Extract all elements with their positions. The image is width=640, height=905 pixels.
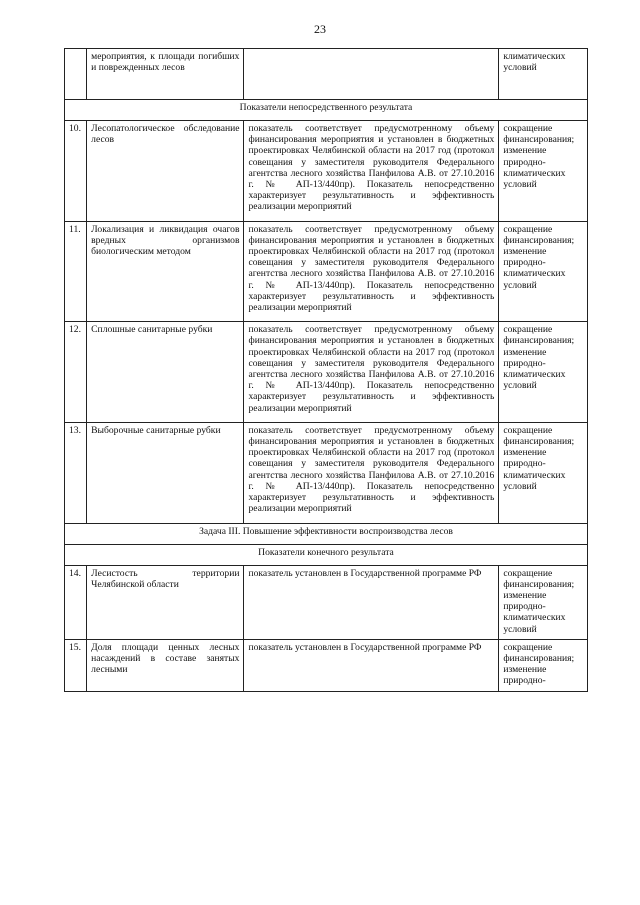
table-row bbox=[65, 639, 588, 691]
indicator-name-cell: Локализация и ликвидация очагов вредных организмов биологическим методом bbox=[87, 221, 244, 322]
table-row bbox=[65, 221, 588, 322]
indicator-name-cell: мероприятия, к площади погибших и поврежденных лесов bbox=[87, 49, 244, 100]
table-row bbox=[65, 322, 588, 423]
page-number: 23 bbox=[314, 22, 326, 36]
description-cell: показатель соответствует предусмотренному объему финансирования мероприятия и установлен в бюджетных проектировках Челябинской области на 2017 год (протокол совещания у заместителя руководителя Федерального агентства лесного хозяйства Панфилова А.В. от 27.10.2016 г. № АП-13/440пр). Показатель непосредственно характеризует результативность и эффективность реализации мероприятий bbox=[244, 322, 499, 423]
section-title: Показатели конечного результата bbox=[65, 544, 588, 565]
row-number-cell: 11. bbox=[65, 221, 87, 322]
description-cell: показатель установлен в Государственной программе РФ bbox=[244, 639, 499, 691]
row-number-cell: 13. bbox=[65, 422, 87, 523]
row-number-cell: 15. bbox=[65, 639, 87, 691]
risk-reason-cell: сокращение финансирования; изменение природно-климатических условий bbox=[499, 221, 588, 322]
row-number-cell bbox=[65, 49, 87, 100]
risk-reason-cell: сокращение финансирования; изменение природно-климатических условий bbox=[499, 121, 588, 222]
indicator-name-cell: Сплошные санитарные рубки bbox=[87, 322, 244, 423]
risk-reason-cell: сокращение финансирования; изменение природно- bbox=[499, 639, 588, 691]
row-number-cell: 10. bbox=[65, 121, 87, 222]
row-number-cell: 12. bbox=[65, 322, 87, 423]
risk-reason-cell: климатических условий bbox=[499, 49, 588, 100]
description-cell: показатель установлен в Государственной программе РФ bbox=[244, 565, 499, 639]
risk-reason-cell: сокращение финансирования; изменение природно-климатических условий bbox=[499, 322, 588, 423]
table-row bbox=[65, 422, 588, 523]
risk-reason-cell: сокращение финансирования; изменение природно-климатических условий bbox=[499, 565, 588, 639]
row-number-cell: 14. bbox=[65, 565, 87, 639]
description-cell: показатель соответствует предусмотренному объему финансирования мероприятия и установлен в бюджетных проектировках Челябинской области на 2017 год (протокол совещания у заместителя руководителя Федерального агентства лесного хозяйства Панфилова А.В. от 27.10.2016 г. № АП-13/440пр). Показатель непосредственно характеризует результативность и эффективность реализации мероприятий bbox=[244, 422, 499, 523]
indicator-name-cell: Лесистость территории Челябинской области bbox=[87, 565, 244, 639]
description-cell: показатель соответствует предусмотренному объему финансирования мероприятия и установлен в бюджетных проектировках Челябинской области на 2017 год (протокол совещания у заместителя руководителя Федерального агентства лесного хозяйства Панфилова А.В. от 27.10.2016 г. № АП-13/440пр). Показатель непосредственно характеризует результативность и эффективность реализации мероприятий bbox=[244, 121, 499, 222]
indicator-name-cell: Выборочные санитарные рубки bbox=[87, 422, 244, 523]
section-header-final-results bbox=[65, 544, 588, 565]
table-row-continuation bbox=[65, 49, 588, 100]
table-row bbox=[65, 121, 588, 222]
indicator-name-cell: Лесопатологическое обследование лесов bbox=[87, 121, 244, 222]
risk-reason-cell: сокращение финансирования; изменение природно-климатических условий bbox=[499, 422, 588, 523]
table-row bbox=[65, 565, 588, 639]
description-cell bbox=[244, 49, 499, 100]
section-title: Показатели непосредственного результата bbox=[65, 100, 588, 121]
section-header-direct-results bbox=[65, 100, 588, 121]
indicators-table bbox=[64, 48, 588, 692]
indicator-name-cell: Доля площади ценных лесных насаждений в составе занятых лесными bbox=[87, 639, 244, 691]
task-header-reforestation bbox=[65, 523, 588, 544]
task-title: Задача III. Повышение эффективности воспроизводства лесов bbox=[65, 523, 588, 544]
description-cell: показатель соответствует предусмотренному объему финансирования мероприятия и установлен в бюджетных проектировках Челябинской области на 2017 год (протокол совещания у заместителя руководителя Федерального агентства лесного хозяйства Панфилова А.В. от 27.10.2016 г. № АП-13/440пр). Показатель непосредственно характеризует результативность и эффективность реализации мероприятий bbox=[244, 221, 499, 322]
